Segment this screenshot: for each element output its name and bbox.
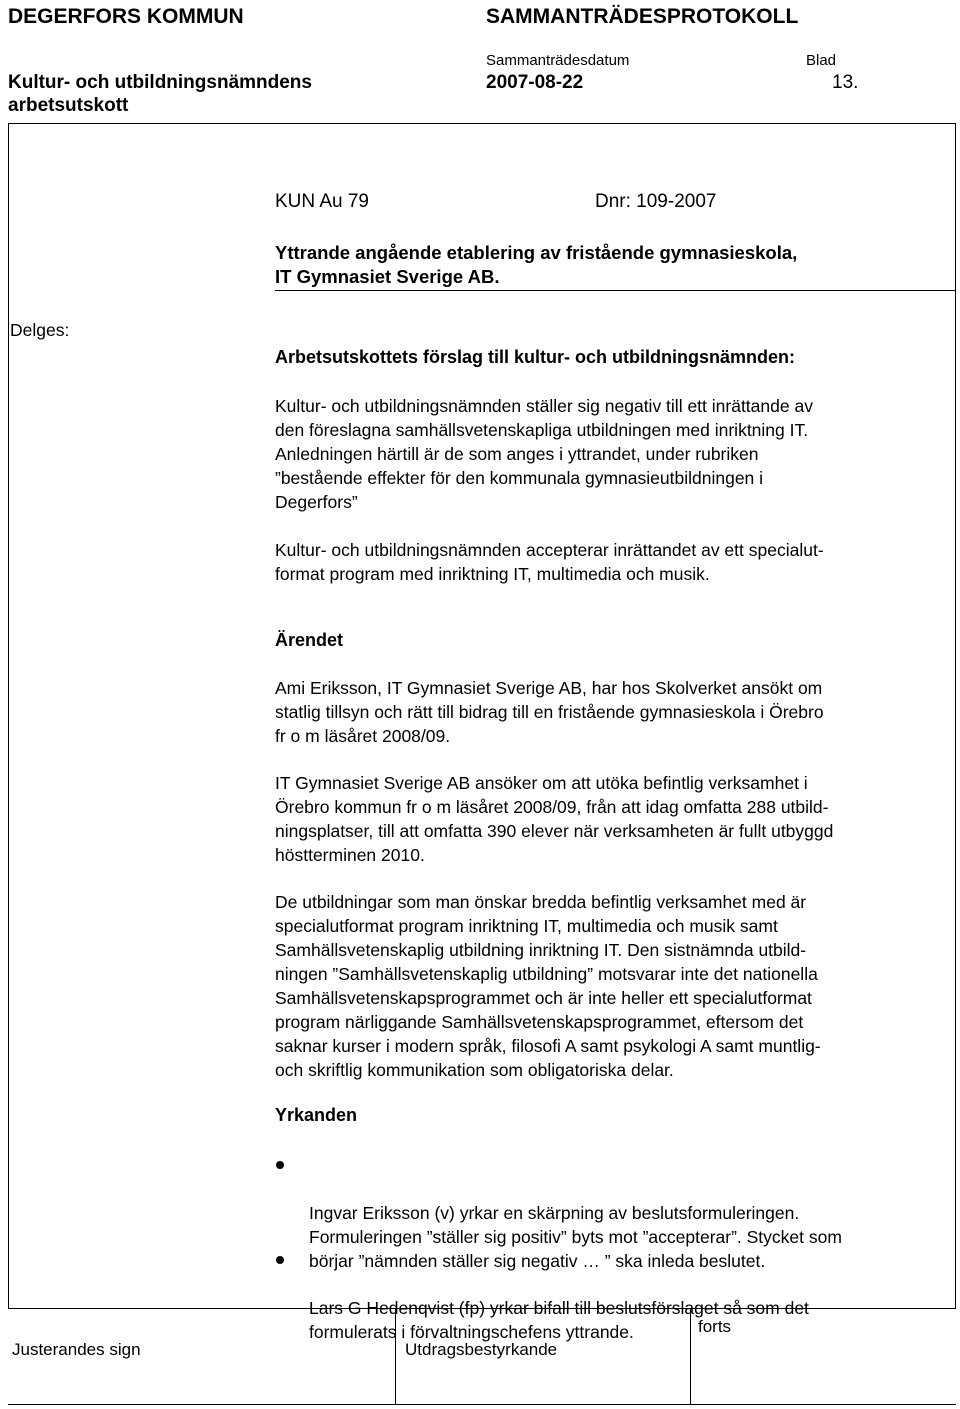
list-item-text: Ingvar Eriksson (v) yrkar en skärpning av beslutsformuleringen. Formuleringen ”ställer sig positiv” byts mot ”accepterar”. Stycket som börjar ”nämnden ställer sig negativ … ” ska inleda beslutet. (309, 1203, 842, 1271)
signature-label: Justerandes sign (12, 1340, 141, 1359)
extract-certification-label: Utdragsbestyrkande (405, 1340, 558, 1359)
case-number: KUN Au 79 (275, 191, 369, 212)
arendet-heading: Ärendet (275, 630, 344, 650)
case-title-line2: IT Gymnasiet Sverige AB. (275, 266, 500, 287)
yrkanden-heading: Yrkanden (275, 1105, 358, 1125)
document-type: SAMMANTRÄDESPROTOKOLL (486, 5, 799, 28)
list-item-text: Lars G Hedenqvist (fp) yrkar bifall till beslutsförslaget så som det formulerats i förvaltningschefens yttrande. (309, 1298, 809, 1342)
bullet-icon (276, 1161, 284, 1169)
dnr: Dnr: 109-2007 (595, 191, 717, 212)
title-rule (275, 290, 955, 291)
arendet-paragraph-3: De utbildningar som man önskar bredda befintlig verksamhet med är specialutformat program inriktning IT, multimedia och musik samt Samhällsvetenskaplig utbildning inriktning IT. Den sistnämnda utbild- ningen ”Samhällsvetenskaplig utbildning” motsvarar inte det nationella Samhällsvetenskapsprogrammet och är inte heller ett specialutformat program närliggande Samhällsvetenskapsprogrammet, eftersom det saknar kurser i modern språk, filosofi A samt psykologi A samt muntlig- och skriftlig kommunikation som obligatoriska delar. (275, 892, 821, 1080)
meeting-date: 2007-08-22 (486, 72, 584, 93)
arendet-paragraph-2: IT Gymnasiet Sverige AB ansöker om att utöka befintlig verksamhet i Örebro kommun fr o m läsåret 2008/09, från att idag omfatta 288 utbild- ningsplatser, till att omfatta 390 elever när verksamheten är fullt utbyggd höstterminen 2010. (275, 773, 834, 865)
case-title-line1: Yttrande angående etablering av fristående gymnasieskola, (275, 242, 798, 263)
body-name-line1: Kultur- och utbildningsnämndens (8, 72, 312, 93)
page-label: Blad (806, 52, 837, 69)
arendet-paragraph-1: Ami Eriksson, IT Gymnasiet Sverige AB, har hos Skolverket ansökt om statlig tillsyn och rätt till bidrag till en fristående gymnasieskola i Örebro fr o m läsåret 2008/09. (275, 678, 824, 746)
date-label: Sammanträdesdatum (486, 52, 630, 69)
municipality-name: DEGERFORS KOMMUN (8, 5, 244, 28)
proposal-paragraph-2: Kultur- och utbildningsnämnden accepterar inrättandet av ett specialut- format program med inriktning IT, multimedia och musik. (275, 540, 824, 584)
footer-bottom-border (8, 1404, 956, 1405)
top-border (8, 123, 956, 124)
right-border (955, 123, 956, 1308)
page-number: 13. (832, 72, 859, 93)
bullet-icon (276, 1256, 284, 1264)
left-border (8, 123, 9, 1308)
continued-note: forts (698, 1317, 732, 1336)
delges-label: Delges: (10, 320, 70, 340)
proposal-heading: Arbetsutskottets förslag till kultur- och utbildningsnämnden: (275, 347, 796, 367)
body-name-line2: arbetsutskott (8, 95, 129, 116)
proposal-paragraph-1: Kultur- och utbildningsnämnden ställer sig negativ till ett inrättande av den föreslagna samhällsvetenskapliga utbildningen med inriktning IT. Anledningen härtill är de som anges i yttrandet, under rubriken ”bestående effekter för den kommunala gymnasieutbildningen i Degerfors” (275, 396, 813, 512)
